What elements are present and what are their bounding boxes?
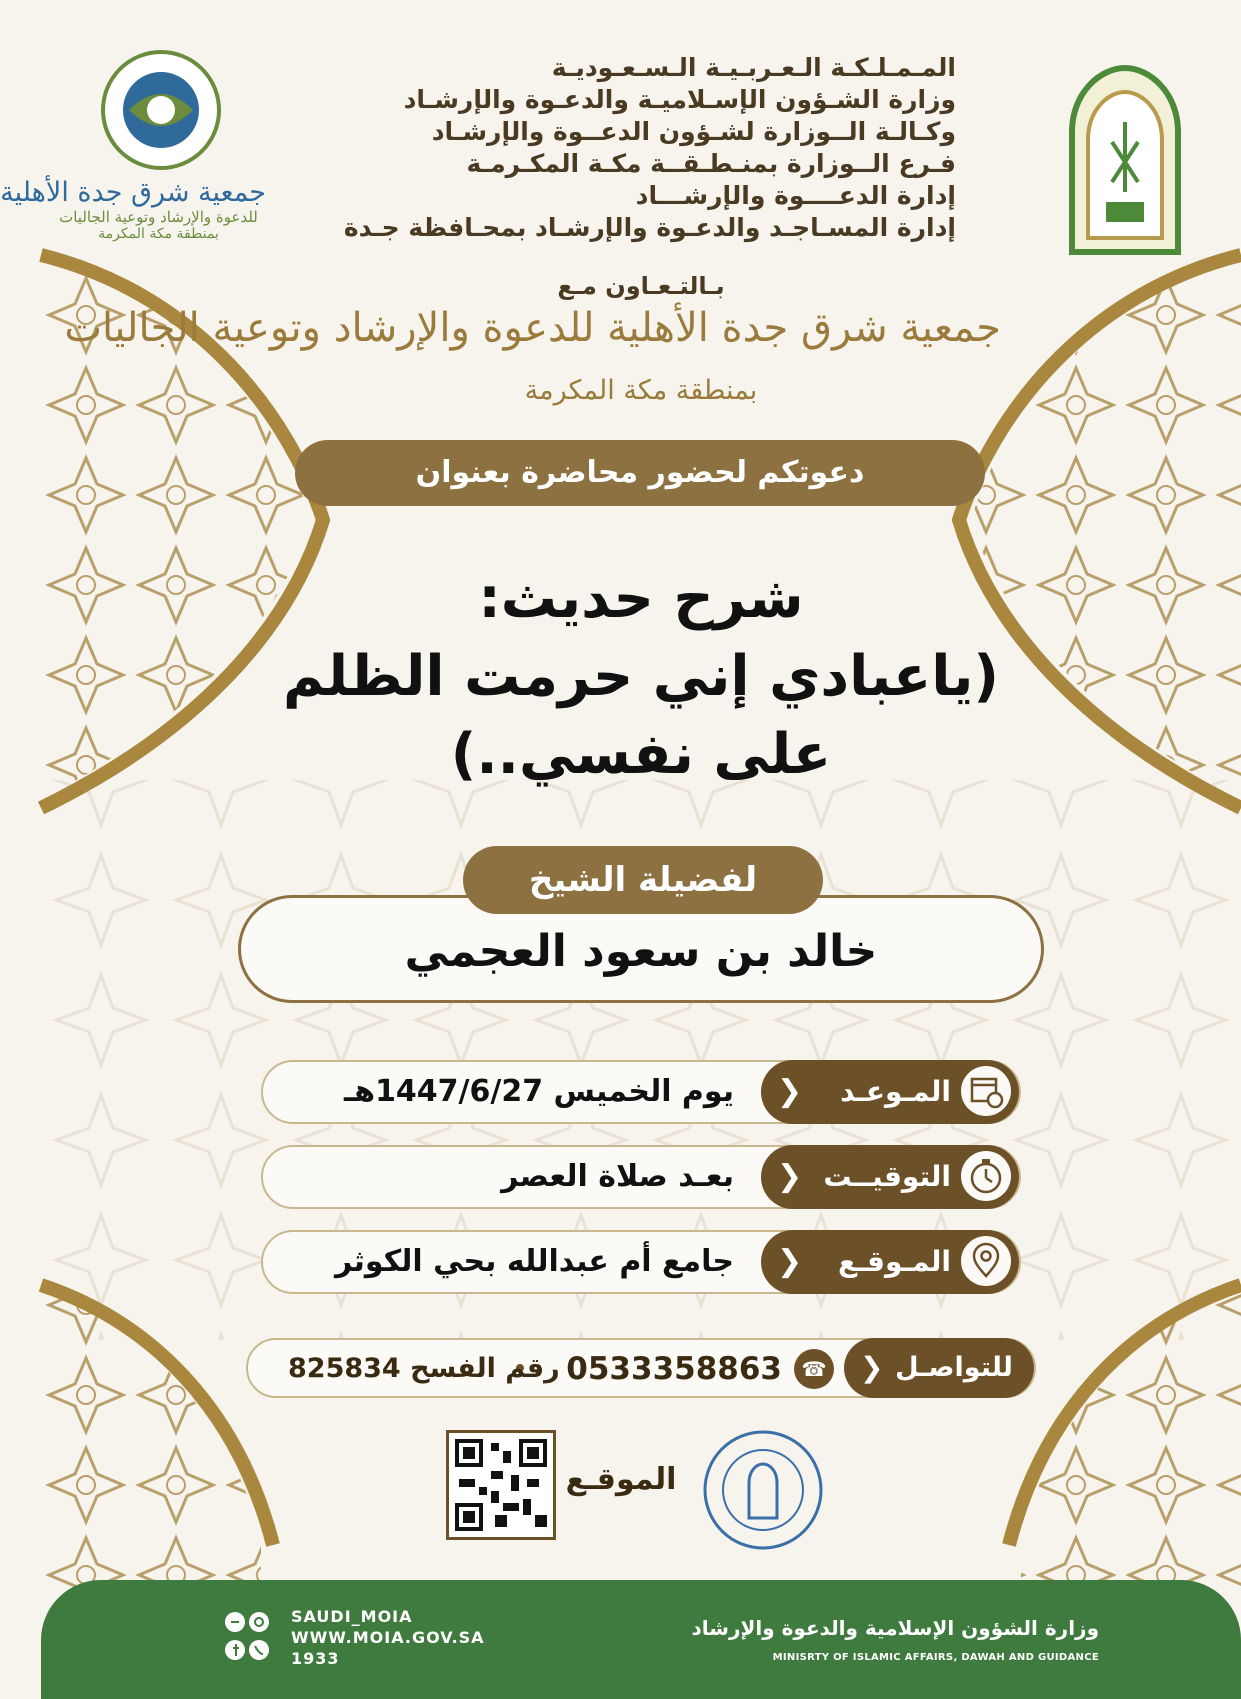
footer-ministry-english: MINISRTY OF ISLAMIC AFFAIRS, DAWAH AND GUIDANCE (772, 1652, 1099, 1663)
contact-label (844, 1338, 1034, 1398)
chevron-left-icon: ❮ (777, 1244, 803, 1279)
lecture-title-line: على نفسي..) (450, 722, 832, 787)
info-label-date (761, 1060, 1019, 1124)
ministry-logo (1066, 62, 1184, 257)
phone-icon: ☎ (794, 1349, 834, 1389)
invite-banner: دعوتكم لحضور محاضرة بعنوان (295, 440, 985, 506)
contact-phone: 0533358863 (566, 1351, 782, 1387)
footer-ministry-arabic: وزارة الشؤون الإسلامية والدعوة والإرشاد (691, 1616, 1099, 1640)
header-line: إدارة الدعــــوة والإرشـــاد (635, 181, 956, 210)
header-line: المـمـلـكـة الـعـربـيـة الـسـعـوديـة (551, 53, 956, 82)
qr-code[interactable] (446, 1430, 556, 1540)
header-line: فـرع الــوزارة بمنـطـقــة مكـة المكـرمـة (466, 149, 956, 178)
info-label-location (761, 1230, 1019, 1294)
info-label-text: المـوقـع (837, 1245, 951, 1278)
association-logo-caption (0, 177, 266, 242)
info-label-text: المـوعـد (840, 1075, 951, 1108)
footer-handle[interactable]: SAUDI_MOIA (291, 1607, 413, 1626)
footer (41, 1580, 1241, 1699)
association-region: بمنطقة مكة المكرمة (524, 375, 758, 406)
header-line: إدارة المسـاجـد والدعـوة والإرشـاد بمحـافظة جـدة (343, 213, 956, 242)
association-logo-region: بمنطقة مكة المكرمة (98, 226, 219, 242)
info-value-location: جامع أم عبدالله بحي الكوثر (334, 1244, 734, 1279)
location-pin-icon (961, 1236, 1011, 1286)
header-lines (321, 52, 956, 244)
info-row-location (261, 1230, 1021, 1294)
association-logo (99, 48, 223, 172)
info-row-date (261, 1060, 1021, 1124)
social-icons (223, 1610, 273, 1664)
info-value-time: بعـد صلاة العصر (501, 1159, 734, 1194)
sheikh-name: خالد بن سعود العجمي (238, 895, 1044, 1003)
contact-row (246, 1338, 1036, 1398)
footer-contact-info (291, 1606, 485, 1669)
chevron-left-icon: ❮ (860, 1351, 884, 1384)
calendar-icon (961, 1066, 1011, 1116)
ministry-seal (701, 1428, 825, 1552)
footer-phone[interactable]: 1933 (291, 1649, 340, 1668)
stopwatch-icon (961, 1151, 1011, 1201)
chevron-left-icon: ❮ (777, 1159, 803, 1194)
permit-number: رقم الفسح 825834 (288, 1353, 560, 1384)
header-line: وكـالـة الــوزارة لشـؤون الدعــوة والإرشـاد (431, 117, 956, 146)
info-label-time (761, 1145, 1019, 1209)
association-name: جمعية شرق جدة الأهلية للدعوة والإرشاد وتوعية الجاليات (64, 305, 1001, 351)
footer-website[interactable]: WWW.MOIA.GOV.SA (291, 1628, 485, 1647)
lecture-title (191, 560, 1091, 794)
collaboration-text: بـالتـعـاون مـع (557, 272, 725, 300)
association-logo-name: جمعية شرق جدة الأهلية (0, 177, 266, 208)
header-line: وزارة الشـؤون الإسـلاميـة والدعـوة والإرشـاد (403, 85, 956, 114)
sheikh-label: لفضيلة الشيخ (463, 846, 823, 914)
site-label: الموقـع (565, 1462, 677, 1497)
contact-label-text: للتواصـل (895, 1352, 1013, 1383)
info-value-date: يوم الخميس 1447/6/27هـ (344, 1074, 734, 1109)
info-row-time (261, 1145, 1021, 1209)
lecture-title-line: شرح حديث: (478, 566, 804, 631)
chevron-left-icon: ❮ (777, 1074, 803, 1109)
association-logo-subtitle: للدعوة والإرشاد وتوعية الجاليات (59, 208, 258, 226)
lecture-title-line: (ياعبادي إني حرمت الظلم (283, 644, 999, 709)
info-label-text: التوقيــت (823, 1160, 951, 1193)
